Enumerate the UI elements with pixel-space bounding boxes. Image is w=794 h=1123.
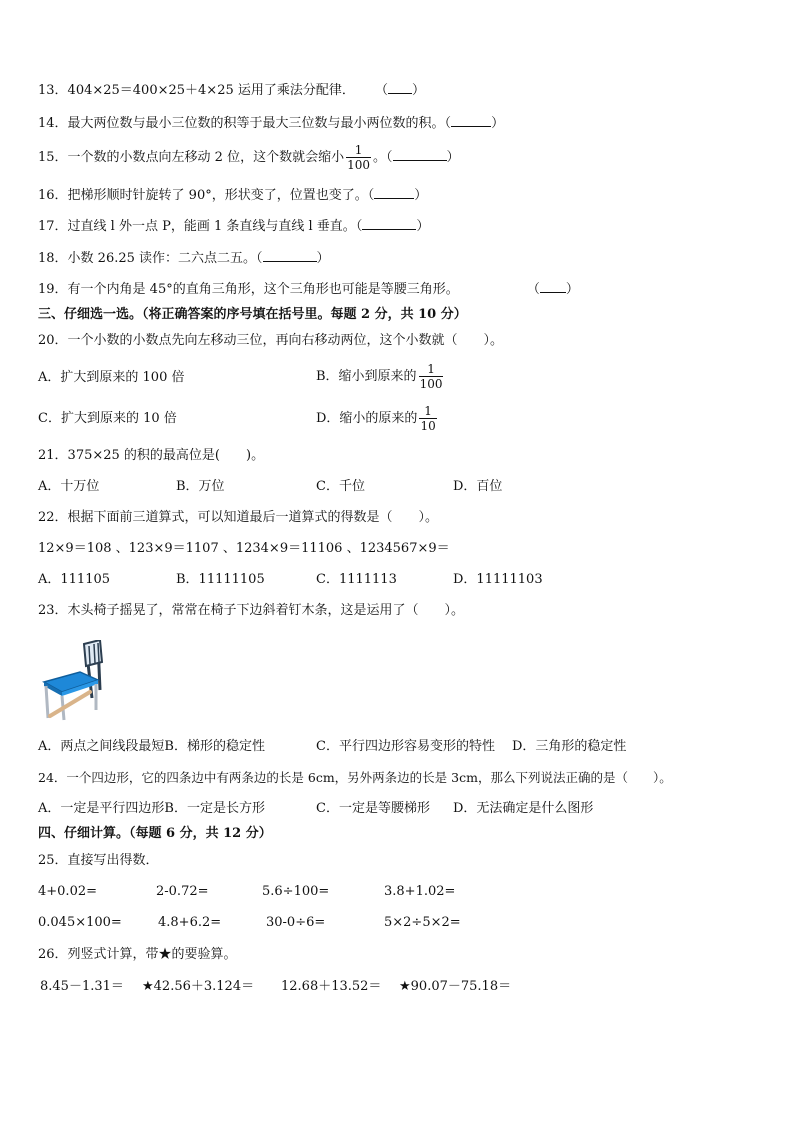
option-a[interactable]: A．十万位 xyxy=(38,479,100,494)
option-d[interactable]: D．百位 xyxy=(453,479,503,494)
question-17: 17．过直线 l 外一点 P，能画 1 条直线与直线 l 垂直。（ ） xyxy=(38,219,430,234)
fraction: $\frac{1}{10}$ xyxy=(420,404,436,433)
formula-line: 12×9＝108 、123×9＝1107 、1234×9＝11106 、1234567×9＝ xyxy=(38,541,450,556)
question-24: 24．一个四边形，它的四条边中有两条边的长是 6cm，另外两条边的长是 3cm，那么下列说法正确的是（ ）。 xyxy=(38,770,672,785)
calc-item: ★42.56＋3.124＝ xyxy=(142,979,255,994)
option-a[interactable]: A．扩大到原来的 100 倍 xyxy=(38,370,185,385)
option-c[interactable]: C．千位 xyxy=(316,479,365,494)
section-4-heading: 四、仔细计算。（每题 6 分，共 12 分） xyxy=(38,826,272,841)
question-23: 23．木头椅子摇晃了，常常在椅子下边斜着钉木条，这是运用了（ ）。 xyxy=(38,603,465,618)
fraction: $\frac{1}{100}$ xyxy=(419,362,443,391)
section-3-heading: 三、仔细选一选。（将正确答案的序号填在括号里。每题 2 分，共 10 分） xyxy=(38,307,467,322)
answer-blank[interactable] xyxy=(393,148,447,161)
calc-item: 8.45－1.31＝ xyxy=(40,979,124,994)
calc-item: ★90.07－75.18＝ xyxy=(399,979,512,994)
question-25: 25．直接写出得数． xyxy=(38,853,159,868)
option-c[interactable]: C．扩大到原来的 10 倍 xyxy=(38,411,177,426)
option-b[interactable]: B．缩小到原来的 $\frac{1}{100}$ xyxy=(316,362,443,391)
question-18: 18．小数 26.25 读作：二六点二五。（ ） xyxy=(38,251,330,266)
question-13: 13．404×25＝400×25＋4×25 运用了乘法分配律． （ ） xyxy=(38,83,426,98)
calc-item: 4.8+6.2= xyxy=(158,915,222,930)
answer-blank[interactable] xyxy=(388,81,412,94)
calc-item: 2-0.72= xyxy=(156,884,209,899)
question-16: 16．把梯形顺时针旋转了 90°，形状变了，位置也变了。（ ） xyxy=(38,188,428,203)
calc-item: 5×2÷5×2= xyxy=(384,915,461,930)
chair-image xyxy=(40,640,104,722)
answer-blank[interactable] xyxy=(374,186,414,199)
option-d[interactable]: D．缩小的原来的 $\frac{1}{10}$ xyxy=(316,404,436,433)
option-a[interactable]: A．111105 xyxy=(38,572,111,587)
answer-blank[interactable] xyxy=(540,280,566,293)
calc-item: 12.68＋13.52＝ xyxy=(281,979,382,994)
question-20: 20．一个小数的小数点先向左移动三位，再向右移动两位，这个小数就（ ）。 xyxy=(38,333,504,348)
option-c[interactable]: C．一定是等腰梯形 xyxy=(316,801,430,816)
calc-item: 4+0.02= xyxy=(38,884,98,899)
answer-blank[interactable] xyxy=(451,114,491,127)
answer-blank[interactable] xyxy=(263,249,317,262)
question-14: 14．最大两位数与最小三位数的积等于最大三位数与最小两位数的积。（ ） xyxy=(38,116,505,131)
option-c[interactable]: C．平行四边形容易变形的特性 xyxy=(316,739,495,754)
calc-item: 3.8+1.02= xyxy=(384,884,456,899)
answer-blank[interactable] xyxy=(362,217,416,230)
calc-item: 5.6÷100= xyxy=(262,884,330,899)
option-c[interactable]: C．1111113 xyxy=(316,572,397,587)
option-ab[interactable]: A．一定是平行四边形B．一定是长方形 xyxy=(38,801,265,816)
question-26: 26．列竖式计算，带★的要验算。 xyxy=(38,947,237,962)
question-22: 22．根据下面前三道算式，可以知道最后一道算式的得数是（ ）。 xyxy=(38,510,439,525)
option-b[interactable]: B．11111105 xyxy=(176,572,265,587)
question-15: 15．一个数的小数点向左移动 2 位，这个数就会缩小 $\frac{1}{100}$ 。（ ） xyxy=(38,143,460,172)
option-ab[interactable]: A．两点之间线段最短B．梯形的稳定性 xyxy=(38,739,265,754)
fraction: $\frac{1}{100}$ xyxy=(347,143,370,172)
option-d[interactable]: D．11111103 xyxy=(453,572,543,587)
option-b[interactable]: B．万位 xyxy=(176,479,225,494)
question-19: 19．有一个内角是 45°的直角三角形，这个三角形也可能是等腰三角形。 （ ） xyxy=(38,282,579,297)
calc-item: 30-0÷6= xyxy=(266,915,326,930)
calc-item: 0.045×100= xyxy=(38,915,122,930)
option-d[interactable]: D．三角形的稳定性 xyxy=(512,739,627,754)
option-d[interactable]: D．无法确定是什么图形 xyxy=(453,801,594,816)
question-21: 21．375×25 的积的最高位是( )。 xyxy=(38,448,265,463)
